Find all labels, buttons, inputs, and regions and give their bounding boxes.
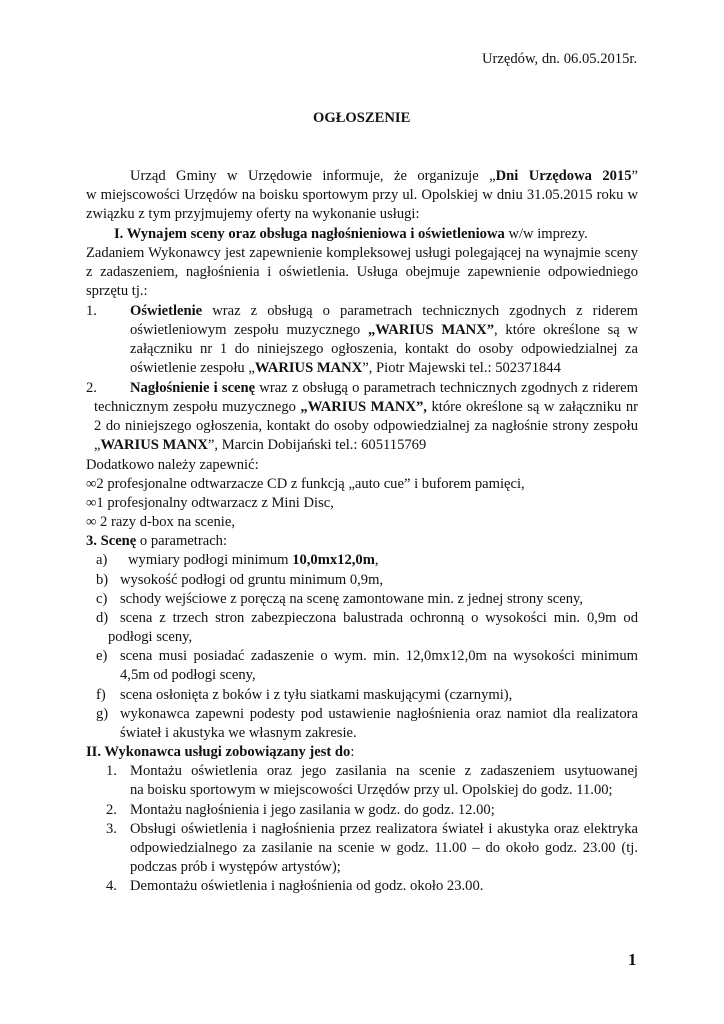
section-1-heading-rest: w/w imprezy. — [504, 226, 588, 242]
section-1-p2: z zadaszeniem, nagłośnienia i oświetlenia. Usługa obejmuje zapewnienie odpowiedniego — [86, 264, 638, 280]
item-3g-label: g) — [96, 706, 109, 722]
item-3d-label: d) — [96, 610, 109, 626]
item-1-line-2 — [130, 321, 638, 339]
item-3e-label: e) — [96, 648, 108, 664]
item-3a-end: , — [374, 552, 379, 568]
intro-line-1 — [130, 167, 638, 185]
item-1-l4c: ”, Piotr Majewski tel.: 502371844 — [362, 360, 561, 376]
intro-line-2: w miejscowości Urzędów na boisku sportowym przy ul. Opolskiej w dniu 31.05.2015 roku w — [86, 187, 638, 203]
section-2-item-4-number: 4. — [106, 878, 117, 894]
page-number: 1 — [628, 950, 637, 969]
item-2-text: wraz z obsługą o parametrach technicznych zgodnych z riderem — [255, 380, 638, 396]
section-2-item-3-number: 3. — [106, 821, 117, 837]
section-2-item-1-number: 1. — [106, 763, 117, 779]
item-2-line-1 — [130, 379, 638, 397]
item-2-l2a: technicznym zespołu muzycznego — [94, 399, 301, 415]
section-2-item-3-line-1: Obsługi oświetlenia i nagłośnienia przez realizatora świateł i akustyka oraz elektryka — [130, 821, 638, 837]
item-3-rest: o parametrach: — [136, 533, 228, 549]
item-1-bold: Oświetlenie — [130, 303, 203, 319]
item-2-number: 2. — [86, 380, 97, 396]
section-1-heading — [114, 225, 588, 243]
item-3d-line-1: scena z trzech stron zabezpieczona balustrada ochronną o wysokości min. 0,9m od — [120, 610, 638, 626]
item-2-band-2: WARIUS MANX — [100, 437, 208, 453]
intro-line-3: związku z tym przyjmujemy oferty na wykonanie usługi: — [86, 206, 420, 222]
page-title — [313, 109, 410, 127]
extra-item: ∞2 profesjonalne odtwarzacze CD z funkcją „auto cue” i buforem pamięci, — [86, 476, 525, 492]
item-3e-line-1: scena musi posiadać zadaszenie o wym. min. 12,0mx12,0m na wysokości minimum — [120, 648, 638, 664]
item-3e-line-2: 4,5m od podłogi sceny, — [120, 667, 256, 683]
item-2-band: „WARIUS MANX”, — [300, 399, 427, 415]
section-2-heading — [86, 743, 354, 761]
intro-text-a: Urząd Gminy w Urzędowie informuje, że organizuje „ — [130, 168, 496, 184]
item-3g-line-1: wykonawca zapewni podesty pod ustawienie nagłośnienia oraz namiot dla realizatora — [120, 706, 638, 722]
item-1-l2c: , które określone są w — [494, 322, 638, 338]
item-2-l4c: ”, Marcin Dobijański tel.: 605115769 — [207, 437, 427, 453]
extra-item: ∞1 profesjonalny odtwarzacz z Mini Disc, — [86, 495, 334, 511]
item-3b-text: wysokość podłogi od gruntu minimum 0,9m, — [120, 572, 384, 588]
intro-text-c: ” — [631, 168, 638, 184]
item-1-band: „WARIUS MANX” — [367, 322, 495, 338]
item-1-l4a: oświetlenie zespołu „ — [130, 360, 255, 376]
title-text: OGŁOSZENIE — [313, 110, 411, 126]
item-2-line-2 — [94, 398, 638, 416]
extra-label: Dodatkowo należy zapewnić: — [86, 457, 259, 473]
section-1-p1: Zadaniem Wykonawcy jest zapewnienie kompleksowej usługi polegającej na wynajmie sceny — [86, 245, 638, 261]
item-3f-label: f) — [96, 687, 106, 703]
item-1-number: 1. — [86, 303, 97, 319]
item-3g-line-2: świateł i akustyka we własnym zakresie. — [120, 725, 357, 741]
section-2-item-1-line-2: na boisku sportowym w miejscowości Urzędów przy ul. Opolskiej do godz. 11.00; — [130, 782, 613, 798]
item-1-text: wraz z obsługą o parametrach technicznych zgodnych z riderem — [202, 303, 638, 319]
item-2-l2c: które określone są w załączniku nr — [426, 399, 639, 415]
extra-item: ∞ 2 razy d-box na scenie, — [86, 514, 235, 530]
section-2-item-3-line-2: odpowiedzialnego za zasilanie na scenie w godz. 11.00 – do około godz. 23.00 (tj. — [130, 840, 638, 856]
section-2-colon: : — [350, 744, 355, 760]
item-1-band-2: WARIUS MANX — [254, 360, 363, 376]
item-3-heading — [86, 532, 227, 550]
item-2-line-4 — [94, 436, 426, 454]
item-3c-text: schody wejściowe z poręczą na scenę zamontowane min. z jednej strony sceny, — [120, 591, 584, 607]
item-2-line-3: 2 do niniejszego ogłoszenia, kontakt do osoby odpowiedzialnej za nagłośnie strony zespołu — [94, 418, 638, 434]
section-2-item-2-line-1: Montażu nagłośnienia i jego zasilania w godz. do godz. 12.00; — [130, 802, 495, 818]
item-1-line-3: załączniku nr 1 do niniejszego ogłoszenia, kontakt do osoby odpowiedzialnej za — [130, 341, 638, 357]
item-3a-text — [128, 551, 379, 569]
item-3f-text: scena osłonięta z boków i z tyłu siatkami maskującymi (czarnymi), — [120, 687, 513, 703]
item-3a-dimensions: 10,0mx12,0m — [292, 552, 375, 568]
section-2-item-2-number: 2. — [106, 802, 117, 818]
item-1-line-1 — [130, 302, 638, 320]
item-3a-label: a) — [96, 552, 108, 568]
place-date: Urzędów, dn. 06.05.2015r. — [482, 51, 638, 67]
section-2-item-4-line-1: Demontażu oświetlenia i nagłośnienia od godz. około 23.00. — [130, 878, 484, 894]
section-2-heading-bold: II. Wykonawca usługi zobowiązany jest do — [86, 744, 351, 760]
item-3c-label: c) — [96, 591, 108, 607]
section-2-item-1-line-1: Montażu oświetlenia oraz jego zasilania na scenie z zadaszeniem usytuowanej — [130, 763, 638, 779]
item-3b-label: b) — [96, 572, 109, 588]
section-1-p3: sprzętu tj.: — [86, 283, 148, 299]
item-2-bold: Nagłośnienie i scenę — [130, 380, 256, 396]
section-1-heading-bold: I. Wynajem sceny oraz obsługa nagłośnieniowa i oświetleniowa — [114, 226, 505, 242]
item-3a-plain: wymiary podłogi minimum — [128, 552, 293, 568]
item-1-l2a: oświetleniowym zespołu muzycznego — [130, 322, 368, 338]
item-2-l4a: „ — [94, 437, 101, 453]
section-2-item-3-line-3: podczas prób i występów artystów); — [130, 859, 341, 875]
item-3-bold: 3. Scenę — [86, 533, 137, 549]
item-3d-line-2: podłogi sceny, — [108, 629, 193, 645]
item-1-line-4 — [130, 359, 561, 377]
event-name: Dni Urzędowa 2015 — [495, 168, 632, 184]
